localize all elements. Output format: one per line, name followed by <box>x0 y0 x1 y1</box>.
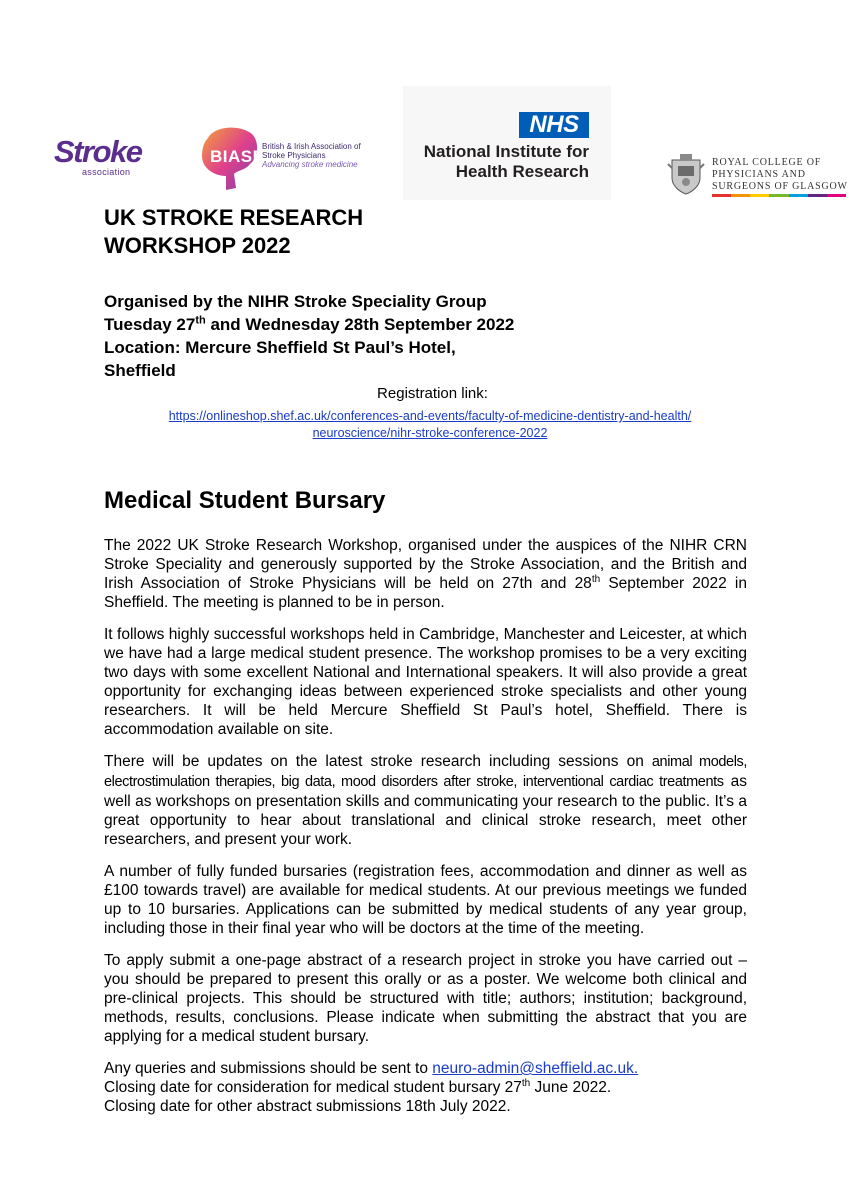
stroke-sub: association <box>82 167 131 177</box>
p3-text-b: as well as workshops on presentation skills and communicating your research to the public. It’s a great opportunity to hear about translational and clinical stroke research, meet other researchers, and present your work. <box>104 773 747 848</box>
title-line1: UK STROKE RESEARCH <box>104 205 364 230</box>
organiser: Organised by the NIHR Stroke Speciality Group <box>104 292 487 311</box>
nihr-name-line2: Health Research <box>455 162 589 181</box>
nihr-logo <box>403 86 611 200</box>
page-title <box>104 204 363 260</box>
biasp-tagline: Advancing stroke medicine <box>262 160 358 169</box>
paragraph-history: It follows highly successful workshops held in Cambridge, Manchester and Leicester, at which we have had a large medical student presence. The workshop promises to be a very exciting two days with some excellent National and International speakers. It will also provide a great opportunity for exchanging ideas between experienced stroke specialists and other young researchers. It will be held Mercure Sheffield St Paul’s hotel, Sheffield. There is accommodation available on site. <box>104 626 747 738</box>
paragraph-intro <box>104 536 747 612</box>
biasp-name: British & Irish Association of Stroke Physicians <box>262 142 361 160</box>
nihr-name <box>403 142 589 182</box>
registration-label: Registration link: <box>377 385 488 402</box>
section-title: Medical Student Bursary <box>104 487 386 514</box>
p3-text-a: There will be updates on the latest stroke research including sessions on <box>104 753 652 770</box>
rcps-colour-bar <box>712 194 846 197</box>
registration-link[interactable] <box>130 408 730 442</box>
title-line2: WORKSHOP 2022 <box>104 233 291 258</box>
registration-link-line1[interactable]: https://onlineshop.shef.ac.uk/conferences-and-events/faculty-of-medicine-dentistry-and-health/ <box>168 409 692 423</box>
closing-bursary-sup: th <box>521 1077 531 1089</box>
event-city: Sheffield <box>104 361 176 380</box>
paragraph-apply: To apply submit a one-page abstract of a research project in stroke you have carried out – you should be prepared to present this orally or as a poster. We welcome both clinical and pre-clinical projects. This should be structured with title; authors; institution; background, methods, results, conclusions. Please indicate when submitting the abstract that you are applying for a medical student bursary. <box>104 952 747 1045</box>
biasp-logo <box>200 124 375 196</box>
p3-condensed: animal models, electrostimulation therapies, big data, mood disorders after stroke, interventional cardiac treatments <box>104 754 747 790</box>
rcps-line3: SURGEONS OF GLASGOW <box>712 181 848 192</box>
closing-bursary-a: Closing date for consideration for medical student bursary 27 <box>104 1079 522 1096</box>
contact-text: Any queries and submissions should be sent to <box>104 1060 433 1077</box>
event-details <box>104 290 514 382</box>
contact-email-link[interactable]: neuro-admin@sheffield.ac.uk. <box>432 1060 639 1077</box>
dates-post: and Wednesday 28th September 2022 <box>205 315 515 334</box>
paragraph-programme <box>104 752 747 849</box>
rcps-line1: ROYAL COLLEGE OF <box>712 157 822 168</box>
p1-text-b: September 2022 in Sheffield. The meeting is planned to be in person. <box>104 575 747 611</box>
nhs-badge: NHS <box>519 112 589 138</box>
logo-row <box>0 0 849 205</box>
closing-bursary-b: June 2022. <box>530 1079 612 1096</box>
paragraph-contact <box>104 1059 747 1116</box>
registration-link-line2[interactable]: neuroscience/nihr-stroke-conference-2022 <box>312 426 548 440</box>
biasp-acronym: BIASP <box>210 147 265 166</box>
nihr-name-line1: National Institute for <box>423 142 589 161</box>
event-location: Location: Mercure Sheffield St Paul’s Hotel, <box>104 338 456 357</box>
rcps-name <box>712 157 848 193</box>
closing-abstracts: Closing date for other abstract submissions 18th July 2022. <box>104 1098 511 1115</box>
dates-pre: Tuesday 27 <box>104 315 196 334</box>
p1-sup: th <box>591 573 601 585</box>
stroke-wordmark: Stroke <box>54 134 142 169</box>
paragraph-bursaries: A number of fully funded bursaries (registration fees, accommodation and dinner as well as £100 towards travel) are available for medical students. At our previous meetings we funded up to 10 bursaries. Applications can be submitted by medical students of any year group, including those in their final year who will be doctors at the time of the meeting. <box>104 863 747 937</box>
rcps-line2: PHYSICIANS AND <box>712 169 806 180</box>
body-text <box>104 536 747 1129</box>
p1-text-a: The 2022 UK Stroke Research Workshop, organised under the auspices of the NIHR CRN Stroke Speciality and generously supported by the Stroke Association, and the British and Irish Association of Stroke Physicians will be held on 27th and 28 <box>104 537 747 592</box>
rcps-glasgow-logo <box>664 150 849 200</box>
crest-icon <box>666 152 706 196</box>
stroke-association-logo <box>54 136 154 182</box>
event-dates <box>104 313 514 336</box>
dates-sup: th <box>195 314 206 327</box>
